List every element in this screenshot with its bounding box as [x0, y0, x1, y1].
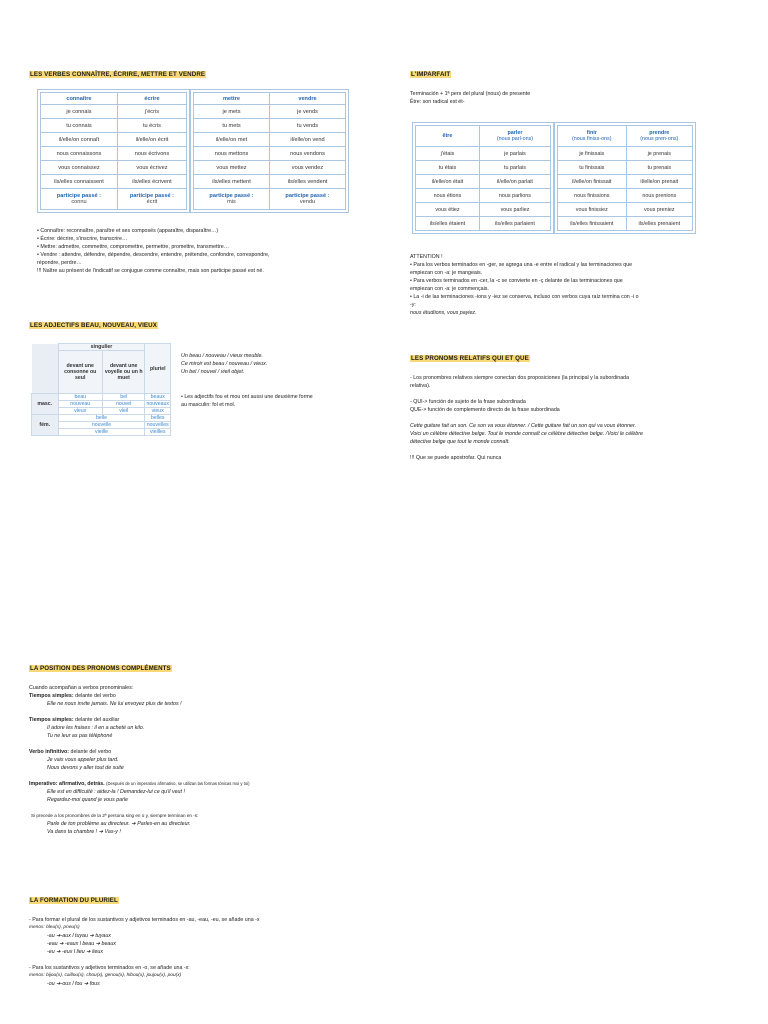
- position-body: Cuando acompañan a verbos pronominales: Tiempos simples: delante del verbo Elle ne nous invite jamais. Ne lui envoyez plus de textos ! Tiempos simples: delante del auxiliar Il adore les fraises : il en a acheté un kilo. Tu ne leur as pas téléphoné Verbo infinitivo: delante del verbo Je vais vous appeler plus tard. Nous devons y aller tout de suite Imperativo: afirmativo, detrás. (Después de un imperativo afirmativo, se utilizan las formas tónicas moi y toi) Elle est en difficulté : aidez-la ! Demandez-lui ce qu'il veut ! Regardez-moi quand je vous parle Si precede a los pronombres de la 2ª persona sing en o y, siempre terminan en -s: Parle de ton problème au directeur. ➔ Parles-en au directeur. Va dans ta chambre ! ➔ Vas-y !: [29, 685, 250, 835]
- table-row: tu étais tu parlais: [416, 161, 551, 175]
- table-header: parler (nous parl-ons): [479, 126, 550, 147]
- participe-row: participe passé : mis participe passé : vendu: [194, 189, 346, 210]
- table-row: je finissais je prenais: [558, 147, 693, 161]
- imparfait-intro: Terminación + 1ª pers del plural (nous) de presente Être: son radical est ét-: [410, 91, 531, 105]
- position-title: LA POSITION DES PRONOMS COMPLÉMENTS: [30, 665, 171, 672]
- table-row: vous finissiez vous preniez: [558, 203, 693, 217]
- table-row: ils/elles mettent ils/elles vendent: [194, 175, 346, 189]
- participe-row: participe passé : connu participe passé : écrit: [41, 189, 187, 210]
- table-header: mettre: [194, 93, 270, 105]
- table-row: il/elle/on finissait il/elle/on prenait: [558, 175, 693, 189]
- note-line: répondre, perdre…: [37, 260, 82, 266]
- table-row: ils/elles étaient ils/elles parlaient: [416, 217, 551, 231]
- verbes-title: LES VERBES CONNAÎTRE, ÉCRIRE, METTRE ET VENDRE: [30, 71, 206, 78]
- table-row: je connais j'écris: [41, 105, 187, 119]
- verbes-table-2: [190, 89, 349, 213]
- imparfait-title: L'IMPARFAIT: [411, 71, 451, 78]
- table-row: ils/elles connaissent ils/elles écrivent: [41, 175, 187, 189]
- table-row: vous étiez vous parliez: [416, 203, 551, 217]
- table-row: nous connaissons nous écrivons: [41, 147, 187, 161]
- table-row: vous connaissez vous écrivez: [41, 161, 187, 175]
- consonne-header: devant une consonne ou seul: [58, 351, 102, 394]
- voyelle-header: devant une voyelle ou un h muet: [102, 351, 145, 394]
- table-row: vieux vieil vieux: [32, 408, 171, 415]
- note-line: • Écrire: décrire, s'inscrire, transcrire…: [37, 236, 128, 242]
- table-row: vous mettez vous vendez: [194, 161, 346, 175]
- adjectifs-note: • Les adjectifs fou et mou ont aussi une deuxième forme au masculin: fol et mol.: [181, 394, 313, 408]
- table-header: finir (nous finiss-ons): [558, 126, 627, 147]
- singulier-header: singulier: [58, 344, 145, 351]
- table-row: je mets je vends: [194, 105, 346, 119]
- table-row: masc. beau bel beaux: [32, 394, 171, 401]
- table-row: nous finissions nous prenions: [558, 189, 693, 203]
- table-row: il/elle/on connaît il/elle/on écrit: [41, 133, 187, 147]
- table-row: tu finissais tu prenais: [558, 161, 693, 175]
- relatifs-title: LES PRONOMS RELATIFS QUI ET QUE: [411, 355, 529, 362]
- adjectifs-title: LES ADJECTIFS BEAU, NOUVEAU, VIEUX: [30, 322, 157, 329]
- adjectifs-examples: Un beau / nouveau / vieux meuble. Ce miroir est beau / nouveau / vieux. Un bel / nouvel / vieil objet.: [181, 353, 268, 375]
- table-row: nous étions nous parlions: [416, 189, 551, 203]
- verbes-table-1: [37, 89, 190, 213]
- table-row: vieille vieilles: [32, 429, 171, 436]
- relatifs-body: - Los pronombres relativos siempre conectan dos proposiciones (la principal y la subordinada relativa). - QUI-> función de sujeto de la frase subordinada QUE-> función de complemento directo de la frase subordinada Cette guitare fait un son. Ce son va vous étonner. / Cette guitare fait un son qui va vous étonner. Voici un célèbre détective belge. Tout le monde connaît ce célèbre détective belge. /Voici le célèbre détective belge que tout le monde connaît. !!! Que se puede apostrofar. Qui nunca: [410, 375, 643, 461]
- note-line: !!! Naître au présent de l'indicatif se conjugue comme connaître, mais son participe passé est né.: [37, 268, 264, 274]
- table-row: il/elle/on met il/elle/on vend: [194, 133, 346, 147]
- table-row: nouvelle nouvelles: [32, 422, 171, 429]
- imparfait-table-1: [412, 122, 554, 234]
- note-line: • Mettre: admettre, commettre, compromettre, permettre, promettre, transmettre…: [37, 244, 230, 250]
- table-row: nous mettons nous vendons: [194, 147, 346, 161]
- adjectifs-table: [31, 343, 171, 436]
- table-row: tu connais tu écris: [41, 119, 187, 133]
- table-header: connaître: [41, 93, 118, 105]
- table-header: vendre: [270, 93, 346, 105]
- table-row: fém. belle belles: [32, 415, 171, 422]
- imparfait-attention: ATTENTION ! • Para los verbos terminados en -ger, se agrega una -e entre el radical y las terminaciones que empiezan con -a: je mangeais. • Para verbos terminados en -cer, la -c se convierte en -ç delante de las terminaciones que empiezan con -a: je commençais. • La -i de las terminaciones -ions y -iez se conserva, incluso con verbos cuya raíz termina con -i o -y: nous étudiions, vous payiez.: [410, 254, 639, 316]
- note-line: • Connaître: reconnaître, paraître et ses composés (apparaître, disparaître…): [37, 228, 219, 234]
- imparfait-table-2: [554, 122, 696, 234]
- table-row: ils/elles finissaient ils/elles prenaient: [558, 217, 693, 231]
- table-row: il/elle/on était il/elle/on parlait: [416, 175, 551, 189]
- table-row: nouveau nouvel nouveaux: [32, 401, 171, 408]
- pluriel-body: - Para formar el plural de los sustantivos y adjetivos terminados en -au, -eau, -eu, se añade una -x menos: bleu(s), pneu(s) -au ➔-aux l tuyau ➔ tuyaux -eau ➔ -eaux l beau ➔ beaux -eu ➔ -eux l lieu ➔ lieux - Para los sustantivos y adjetivos terminados en -o, se añade una -x: menos: bijou(x), caillou(x), chou(x), genou(x), hibou(x), joujou(x), pou(x) -ou ➔-ous l fou ➔ fous: [29, 917, 260, 987]
- table-header: écrire: [117, 93, 186, 105]
- pluriel-header: pluriel: [145, 344, 171, 394]
- table-header: être: [416, 126, 480, 147]
- table-header: prendre (nous pren-ons): [626, 126, 692, 147]
- pluriel-title: LA FORMATION DU PLURIEL: [30, 897, 118, 904]
- verbes-notes: [37, 227, 367, 275]
- note-line: • Vendre : attendre, défendre, dépendre, descendre, entendre, prétendre, confondre, correspondre,: [37, 252, 270, 258]
- table-row: tu mets tu vends: [194, 119, 346, 133]
- table-row: j'étais je parlais: [416, 147, 551, 161]
